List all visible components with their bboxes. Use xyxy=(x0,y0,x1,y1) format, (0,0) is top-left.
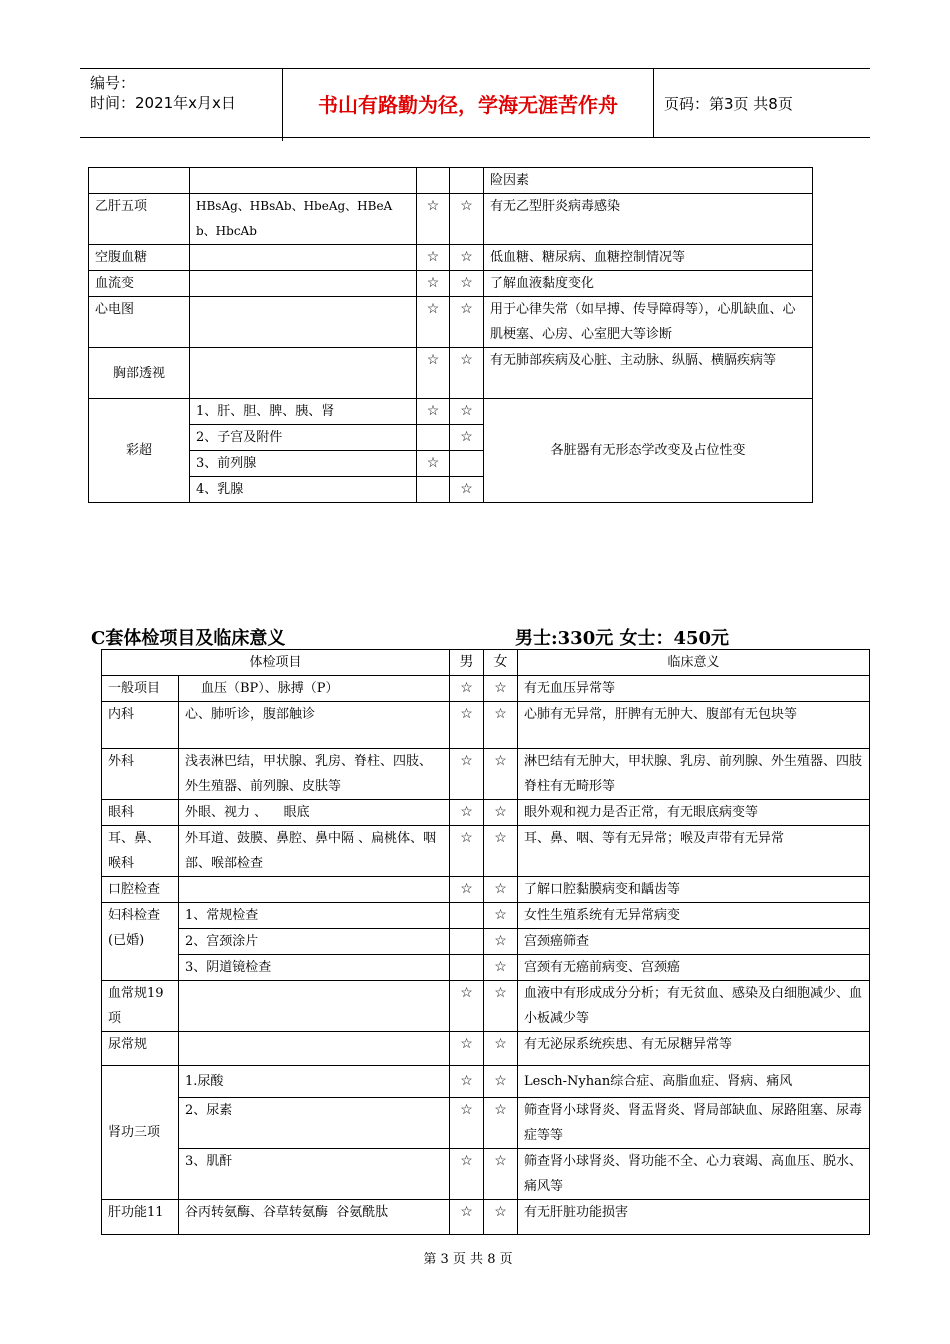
female-cell: ☆ xyxy=(484,1066,518,1098)
male-cell: ☆ xyxy=(450,1032,484,1066)
male-cell: ☆ xyxy=(450,1149,484,1200)
footer-page-number: 第 3 页 共 8 页 xyxy=(423,1252,513,1267)
header-meaning: 临床意义 xyxy=(518,650,870,676)
detail-cell: 2、尿素 xyxy=(179,1098,450,1149)
meaning-cell: 有无肝脏功能损害 xyxy=(518,1200,870,1235)
header-item: 体检项目 xyxy=(102,650,450,676)
male-cell: ☆ xyxy=(450,800,484,826)
header-male: 男 xyxy=(450,650,484,676)
male-cell xyxy=(450,903,484,929)
page-header xyxy=(80,68,870,138)
detail-cell: 3、前列腺 xyxy=(190,451,417,477)
table-header-row xyxy=(102,650,870,676)
detail-cell xyxy=(179,877,450,903)
detail-cell: 2、宫颈涂片 xyxy=(179,929,450,955)
table-row xyxy=(102,1032,870,1066)
female-cell: ☆ xyxy=(484,1200,518,1235)
detail-cell: 血压（BP）、脉搏（P） xyxy=(179,676,450,702)
page-label: 页码：第3页 共8页 xyxy=(664,94,793,113)
female-cell: ☆ xyxy=(484,929,518,955)
meaning-cell: 低血糖、糖尿病、血糖控制情况等 xyxy=(484,245,813,271)
header-meta xyxy=(80,69,283,141)
female-cell: ☆ xyxy=(484,903,518,929)
female-cell: ☆ xyxy=(450,245,484,271)
male-cell xyxy=(417,168,450,194)
detail-cell xyxy=(190,348,417,399)
item-cell: 血常规19项 xyxy=(102,981,179,1032)
meaning-cell: 有无肺部疾病及心脏、主动脉、纵膈、横膈疾病等 xyxy=(484,348,813,399)
meaning-cell: 筛查肾小球肾炎、肾盂肾炎、肾局部缺血、尿路阻塞、尿毒症等等 xyxy=(518,1098,870,1149)
detail-cell xyxy=(179,981,450,1032)
table-row xyxy=(102,1098,870,1149)
detail-cell xyxy=(179,1032,450,1066)
detail-cell xyxy=(190,245,417,271)
time-label: 时间：2021年x月x日 xyxy=(90,94,236,112)
section-title: C套体检项目及临床意义 xyxy=(91,628,286,649)
female-cell: ☆ xyxy=(484,702,518,749)
meaning-cell: 淋巴结有无肿大，甲状腺、乳房、前列腺、外生殖器、四肢脊柱有无畸形等 xyxy=(518,749,870,800)
meaning-cell: 有无血压异常等 xyxy=(518,676,870,702)
male-cell xyxy=(450,929,484,955)
meaning-cell: 险因素 xyxy=(484,168,813,194)
detail-cell: 3、阴道镜检查 xyxy=(179,955,450,981)
meaning-cell: 眼外观和视力是否正常，有无眼底病变等 xyxy=(518,800,870,826)
male-cell: ☆ xyxy=(450,676,484,702)
female-cell: ☆ xyxy=(484,749,518,800)
table-row xyxy=(89,348,813,399)
item-cell: 乙肝五项 xyxy=(89,194,190,245)
detail-cell: 1.尿酸 xyxy=(179,1066,450,1098)
male-cell: ☆ xyxy=(450,826,484,877)
female-cell: ☆ xyxy=(450,425,484,451)
meaning-cell: 筛查肾小球肾炎、肾功能不全、心力衰竭、高血压、脱水、痛风等 xyxy=(518,1149,870,1200)
male-cell xyxy=(417,425,450,451)
table-row xyxy=(102,877,870,903)
table-row xyxy=(102,955,870,981)
detail-cell: 2、子宫及附件 xyxy=(190,425,417,451)
female-cell: ☆ xyxy=(484,877,518,903)
male-cell: ☆ xyxy=(417,399,450,425)
female-cell: ☆ xyxy=(484,1098,518,1149)
item-cell: 心电图 xyxy=(89,297,190,348)
item-cell: 肾功三项 xyxy=(102,1066,179,1200)
table-row xyxy=(102,929,870,955)
page-footer xyxy=(0,1248,950,1267)
meaning-cell: 宫颈有无癌前病变、宫颈癌 xyxy=(518,955,870,981)
table-row xyxy=(89,168,813,194)
detail-cell: 4、乳腺 xyxy=(190,477,417,503)
section-price: 男士:330元 女士：450元 xyxy=(515,628,730,649)
meaning-cell: Lesch-Nyhan综合症、高脂血症、肾病、痛风 xyxy=(518,1066,870,1098)
meaning-cell: 心肺有无异常，肝脾有无肿大、腹部有无包块等 xyxy=(518,702,870,749)
male-cell xyxy=(450,955,484,981)
meaning-cell: 了解口腔黏膜病变和龋齿等 xyxy=(518,877,870,903)
meaning-cell: 用于心律失常（如早搏、传导障碍等），心肌缺血、心肌梗塞、心房、心室肥大等诊断 xyxy=(484,297,813,348)
male-cell xyxy=(417,477,450,503)
male-cell: ☆ xyxy=(450,702,484,749)
item-cell: 妇科检查(已婚) xyxy=(102,903,179,981)
meaning-cell: 女性生殖系统有无异常病变 xyxy=(518,903,870,929)
female-cell: ☆ xyxy=(484,676,518,702)
female-cell: ☆ xyxy=(484,955,518,981)
table-row xyxy=(102,800,870,826)
detail-cell: 外耳道、鼓膜、鼻腔、鼻中隔 、扁桃体、咽部、喉部检查 xyxy=(179,826,450,877)
detail-cell: 外眼、视力 、 眼底 xyxy=(179,800,450,826)
detail-cell: 谷丙转氨酶、谷草转氨酶 谷氨酰肽 xyxy=(179,1200,450,1235)
meaning-cell: 了解血液黏度变化 xyxy=(484,271,813,297)
female-cell: ☆ xyxy=(484,1149,518,1200)
motto: 书山有路勤为径，学海无涯苦作舟 xyxy=(283,69,654,137)
male-cell: ☆ xyxy=(450,1200,484,1235)
item-cell: 眼科 xyxy=(102,800,179,826)
item-cell xyxy=(89,168,190,194)
detail-cell xyxy=(190,168,417,194)
table-row xyxy=(102,702,870,749)
meaning-cell: 血液中有形成成分分析；有无贫血、感染及白细胞减少、血小板减少等 xyxy=(518,981,870,1032)
table-row xyxy=(102,676,870,702)
male-cell: ☆ xyxy=(450,1098,484,1149)
meaning-cell: 宫颈癌筛查 xyxy=(518,929,870,955)
female-cell: ☆ xyxy=(450,348,484,399)
item-cell: 尿常规 xyxy=(102,1032,179,1066)
c-package-table xyxy=(101,649,870,1235)
table-row xyxy=(102,1200,870,1235)
female-cell: ☆ xyxy=(450,399,484,425)
male-cell: ☆ xyxy=(417,297,450,348)
meaning-cell: 有无泌尿系统疾患、有无尿糖异常等 xyxy=(518,1032,870,1066)
detail-cell: 1、常规检查 xyxy=(179,903,450,929)
item-cell: 彩超 xyxy=(89,399,190,503)
detail-cell: 1、肝、胆、脾、胰、肾 xyxy=(190,399,417,425)
female-cell: ☆ xyxy=(484,1032,518,1066)
exam-table-continued xyxy=(88,167,813,503)
female-cell: ☆ xyxy=(450,477,484,503)
detail-cell: 浅表淋巴结，甲状腺、乳房、脊柱、四肢、外生殖器、前列腺、皮肤等 xyxy=(179,749,450,800)
code-label: 编号： xyxy=(90,74,136,92)
item-cell: 耳、鼻、喉科 xyxy=(102,826,179,877)
female-cell: ☆ xyxy=(450,194,484,245)
item-cell: 一般项目 xyxy=(102,676,179,702)
table-row xyxy=(102,749,870,800)
detail-cell: 3、肌酐 xyxy=(179,1149,450,1200)
male-cell: ☆ xyxy=(417,271,450,297)
male-cell: ☆ xyxy=(417,194,450,245)
female-cell xyxy=(450,168,484,194)
male-cell: ☆ xyxy=(450,877,484,903)
item-cell: 血流变 xyxy=(89,271,190,297)
female-cell: ☆ xyxy=(484,800,518,826)
table-row xyxy=(89,271,813,297)
female-cell: ☆ xyxy=(450,271,484,297)
female-cell: ☆ xyxy=(450,297,484,348)
female-cell: ☆ xyxy=(484,981,518,1032)
item-cell: 内科 xyxy=(102,702,179,749)
table-row xyxy=(89,194,813,245)
item-cell: 胸部透视 xyxy=(89,348,190,399)
item-cell: 空腹血糖 xyxy=(89,245,190,271)
detail-cell xyxy=(190,297,417,348)
male-cell: ☆ xyxy=(450,981,484,1032)
header-female: 女 xyxy=(484,650,518,676)
male-cell: ☆ xyxy=(417,451,450,477)
table-row xyxy=(89,245,813,271)
table-row xyxy=(89,399,813,425)
meaning-cell: 有无乙型肝炎病毒感染 xyxy=(484,194,813,245)
female-cell xyxy=(450,451,484,477)
female-cell: ☆ xyxy=(484,826,518,877)
male-cell: ☆ xyxy=(417,348,450,399)
table-row xyxy=(102,826,870,877)
item-cell: 肝功能11 xyxy=(102,1200,179,1235)
male-cell: ☆ xyxy=(450,1066,484,1098)
item-cell: 外科 xyxy=(102,749,179,800)
table-row xyxy=(89,297,813,348)
item-cell: 口腔检查 xyxy=(102,877,179,903)
male-cell: ☆ xyxy=(450,749,484,800)
meaning-cell: 耳、鼻、咽、等有无异常；喉及声带有无异常 xyxy=(518,826,870,877)
male-cell: ☆ xyxy=(417,245,450,271)
table-row xyxy=(102,981,870,1032)
meaning-cell: 各脏器有无形态学改变及占位性变 xyxy=(484,399,813,503)
table-row xyxy=(102,1066,870,1098)
detail-cell xyxy=(190,271,417,297)
detail-cell: HBsAg、HBsAb、HbeAg、HBeAb、HbcAb xyxy=(190,194,417,245)
detail-cell: 心、肺听诊，腹部触诊 xyxy=(179,702,450,749)
table-row xyxy=(102,903,870,929)
table-row xyxy=(102,1149,870,1200)
